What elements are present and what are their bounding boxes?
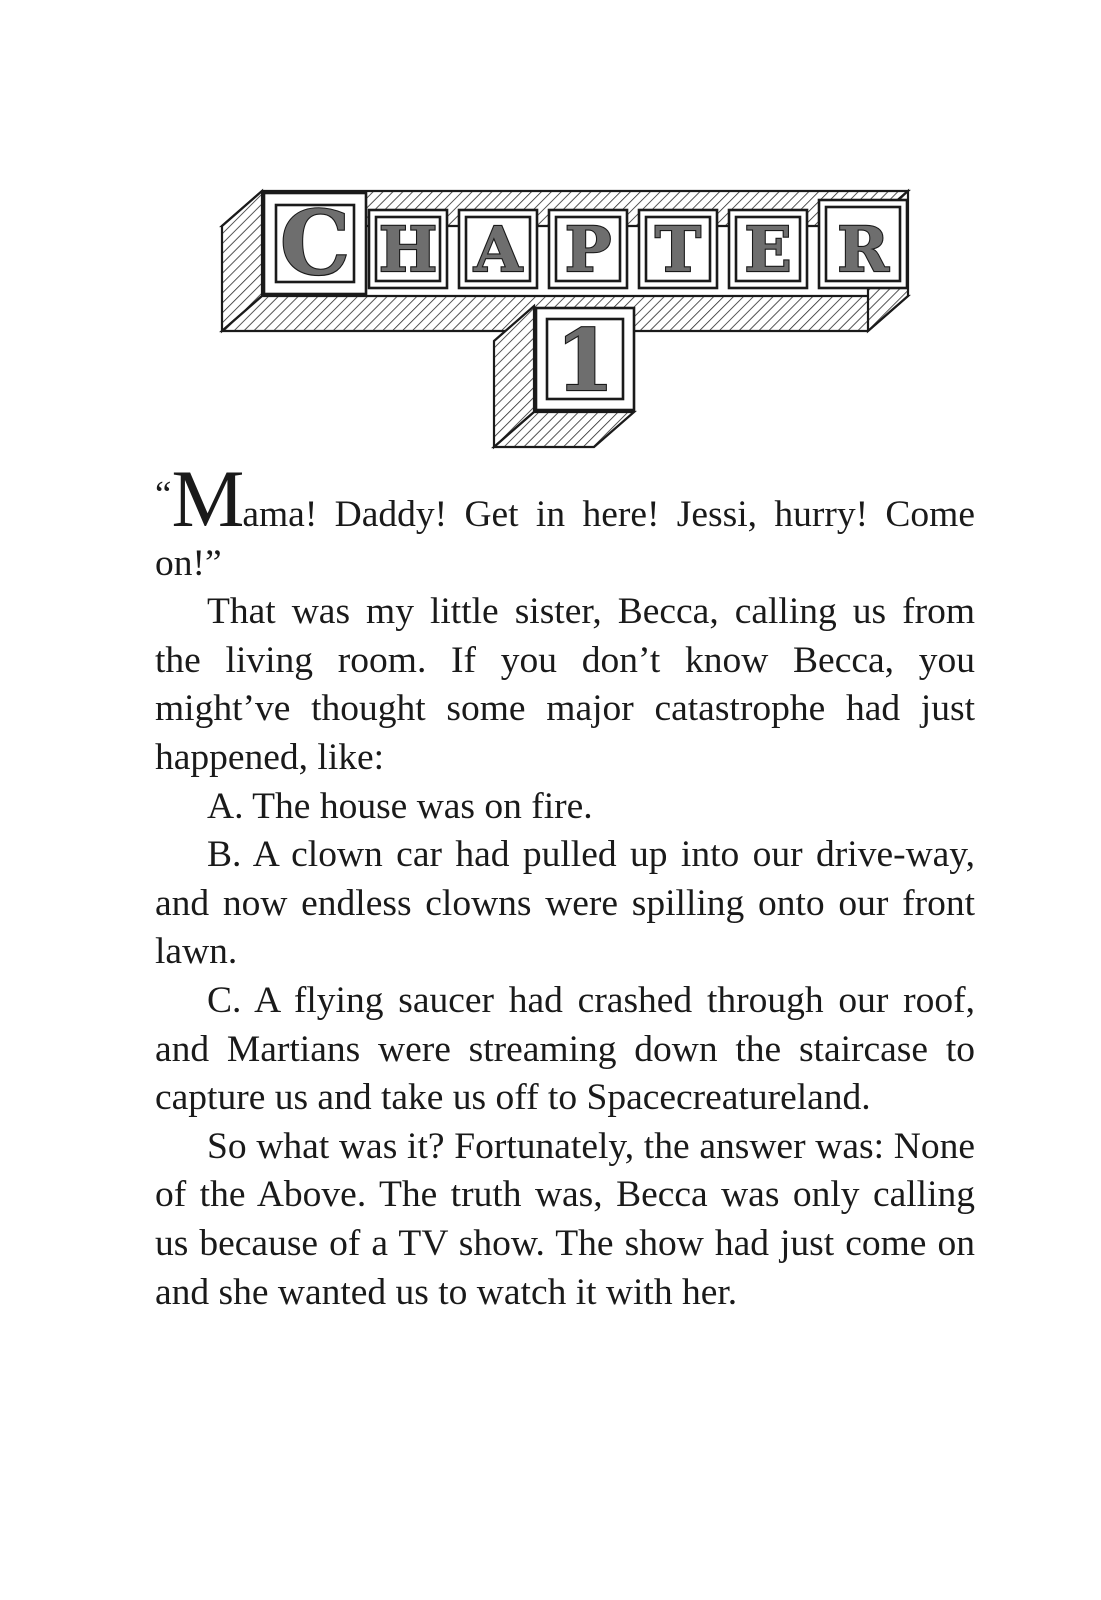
list-item-b: B. A clown car had pulled up into our drive-way, and now endless clowns were spilling onto our front lawn. xyxy=(155,834,975,973)
block-letter-a: A xyxy=(473,213,523,286)
opening-paragraph xyxy=(155,453,975,588)
block-letter-e: E xyxy=(744,213,792,286)
block-letter-h: H xyxy=(378,213,438,286)
block-letter-r: R xyxy=(837,213,889,286)
list-item-a: A. The house was on fire. xyxy=(207,785,593,827)
list-item-c: C. A flying saucer had crashed through our roof, and Martians were streaming down the staircase to capture us and take us off to Spacecreatureland. xyxy=(155,979,975,1119)
drop-cap: M xyxy=(171,453,243,544)
chapter-number: 1 xyxy=(555,311,615,410)
opening-text: ama! Daddy! Get in here! Jessi, hurry! Come on!” xyxy=(155,494,975,584)
chapter-number-block xyxy=(536,308,634,410)
opening-quote-mark: “ xyxy=(155,474,172,515)
chapter-heading-art xyxy=(0,0,1101,470)
block-letter-t: T xyxy=(654,213,702,286)
paragraph: That was my little sister, Becca, calling us from the living room. If you don’t know Becca, you might’ve thought some major catastrophe had just happened, like: xyxy=(155,591,975,778)
block-letter-p: P xyxy=(564,213,612,286)
paragraph: So what was it? Fortunately, the answer was: None of the Above. The truth was, Becca was only calling us because of a TV show. The show had just come on and she wanted us to watch it with her. xyxy=(155,1125,975,1313)
chapter-text xyxy=(155,453,975,1317)
block-letter-c: C xyxy=(279,191,351,295)
